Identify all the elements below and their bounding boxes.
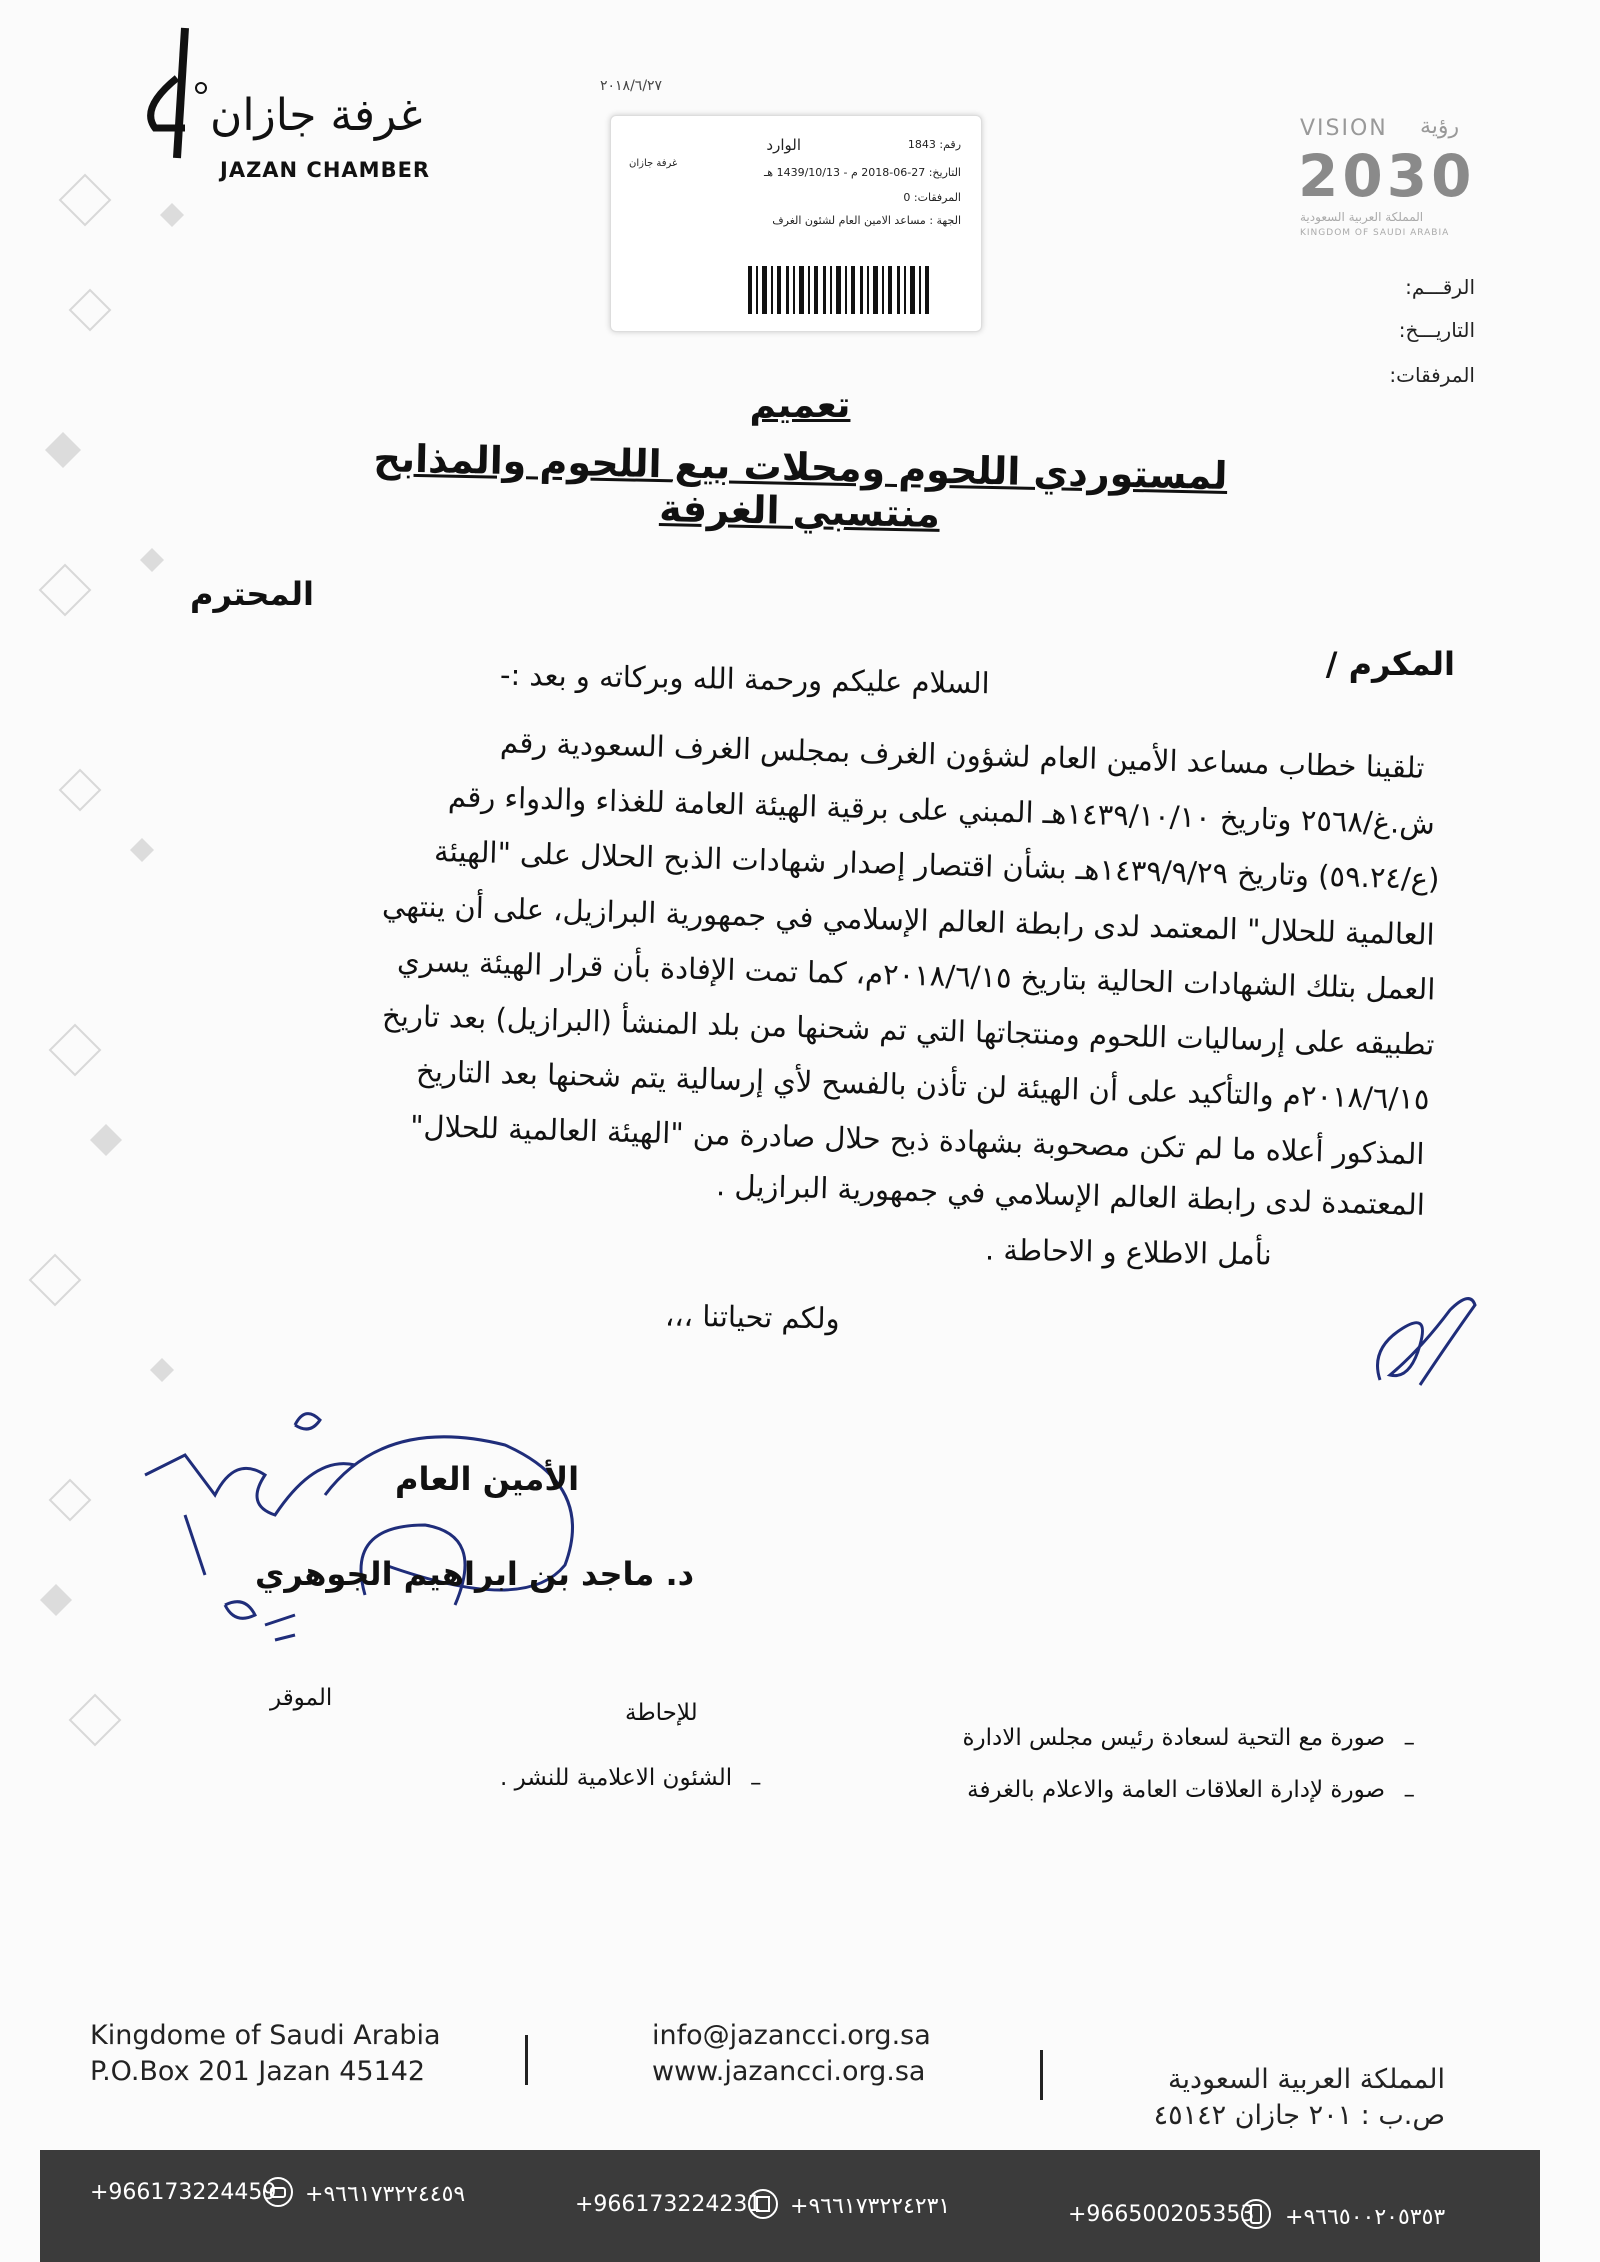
body-line: ش.غ/٢٥٦٨ وتاريخ ١٤٣٩/١٠/١٠هـ المبني على برقية الهيئة العامة للغذاء والدواء رقم [447,779,1436,841]
cc-line-2-b: الشئون الاعلامية للنشر . [500,1765,733,1791]
honorific: المحترم [190,575,314,613]
handwritten-signature-icon [125,1375,645,1665]
footer-mobile-ar: +٩٦٦٥٠٠٢٠٥٣٥٣ [1285,2205,1446,2230]
footer-address-en-1: Kingdome of Saudi Arabia [90,2020,441,2051]
cc-line-2: صورة لإدارة العلاقات العامة والاعلام بالغرفة [967,1777,1385,1803]
signatory-position: الأمين العام [395,1460,580,1498]
number-label: الرقـــم: [1405,275,1475,299]
barcode-icon [746,266,936,314]
vision-country-ar: المملكة العربية السعودية [1300,210,1424,224]
cc-honorific: الموقر [270,1685,333,1711]
body-line: تطبيقه على إرساليات اللحوم ومنتجاتها التي تم شحنها من بلد المنشأ (البرازيل) بعد تاريخ [382,998,1436,1062]
letter-heading: تعميم [749,385,851,426]
stamp-party: الجهة : مساعد الامين العام لشئون الغرف [772,214,961,227]
stamp-date: التاريخ: 27-06-2018 م - 1439/10/13 هـ [764,166,961,179]
mobile-icon [1240,2198,1272,2230]
phone-icon [262,2176,294,2208]
body-line: العالمية للحلال" المعتمد لدى رابطة العالم الإسلامي في جمهورية البرازيل، على أن ينتهي [381,888,1436,952]
logo-text-arabic: غرفة جازان [210,90,423,141]
addressee: المكرم / [1325,645,1455,683]
footer-separator [1040,2050,1043,2100]
stamp-number: رقم: 1843 [907,138,961,151]
greeting: السلام عليكم ورحمة الله وبركاته و بعد :- [499,657,990,701]
cc-for-info: للإحاطة [625,1700,698,1726]
cc-dash: – [750,1770,762,1796]
body-line: المعتمدة لدى رابطة العالم الإسلامي في جمهورية البرازيل . [715,1168,1426,1222]
footer-contact-band [40,2150,1540,2262]
footer-email[interactable]: info@jazancci.org.sa [652,2020,931,2051]
footer-address-ar-1: المملكة العربية السعودية [1167,2064,1445,2095]
vision-country-en: KINGDOM OF SAUDI ARABIA [1300,228,1450,238]
decorative-pattern [0,120,200,2020]
incoming-stamp [610,115,982,332]
signatory-name: د. ماجد بن ابراهيم الجوهري [255,1555,695,1593]
footer-fax-ar: +٩٦٦١٧٣٢٢٤٢٣١ [790,2194,951,2219]
footer-fax-en: +966173224231 [575,2192,762,2217]
footer-mobile-en: +966500205353 [1068,2202,1255,2227]
fax-icon [747,2188,779,2220]
cc-dash: – [1403,1730,1415,1756]
footer-phone-ar: +٩٦٦١٧٣٢٢٤٤٥٩ [305,2182,466,2207]
stamp-org: غرفة جازان [629,158,678,169]
closing-line: ولكم تحياتنا ،،، [664,1298,841,1336]
initials-scribble-icon [1360,1290,1500,1400]
vision-word-en: VISION [1300,116,1388,141]
vision-2030-logo [1260,110,1500,250]
vision-year: 2030 [1298,142,1476,210]
vision-word-ar: رؤية [1420,114,1460,139]
body-line: ٢٠١٨/٦/١٥م والتأكيد على أن الهيئة لن تأذن بالفسح لأي إرسالية يتم شحنها بعد التاريخ [416,1053,1431,1117]
stamp-title: الوارد [766,136,801,154]
closing-line: نأمل الاطلاع و الاحاطة . [984,1232,1273,1272]
body-line: (ع/٥٩.٢٤) وتاريخ ١٤٣٩/٩/٢٩هـ بشأن اقتصار إصدار شهادات الذبح الحلال على "الهيئة [434,833,1441,897]
letter-subheading: لمستوردي اللحوم ومحلات بيع اللحوم والمذابح منتسبي الغرفة [372,436,1228,536]
footer-website[interactable]: www.jazancci.org.sa [652,2056,926,2087]
logo-text-english: JAZAN CHAMBER [220,158,431,182]
stamp-attachments: المرفقات: 0 [903,191,961,204]
body-line: تلقينا خطاب مساعد الأمين العام لشؤون الغرف بمجلس الغرف السعودية رقم [500,725,1426,785]
body-line: المذكور أعلاه ما لم تكن مصحوبة بشهادة ذبح حلال صادرة من "الهيئة العالمية للحلال" [410,1108,1426,1172]
footer-address-ar-2: ص.ب : ٢٠١ جازان ٤٥١٤٢ [1153,2100,1445,2131]
date-stamp: ٢٠١٨/٦/٢٧ [600,78,663,94]
cc-dash: – [1403,1782,1415,1808]
cc-line-1: صورة مع التحية لسعادة رئيس مجلس الادارة [962,1725,1385,1751]
footer-address-en-2: P.O.Box 201 Jazan 45142 [90,2056,426,2087]
footer-phone-en: +966173224459 [90,2180,277,2205]
footer-separator [525,2035,528,2085]
date-label: التاريـــخ: [1398,318,1475,342]
body-line: العمل بتلك الشهادات الحالية بتاريخ ٢٠١٨/٦/١٥م، كما تمت الإفادة بأن قرار الهيئة يسري [396,943,1436,1007]
attachments-label: المرفقات: [1389,363,1475,387]
